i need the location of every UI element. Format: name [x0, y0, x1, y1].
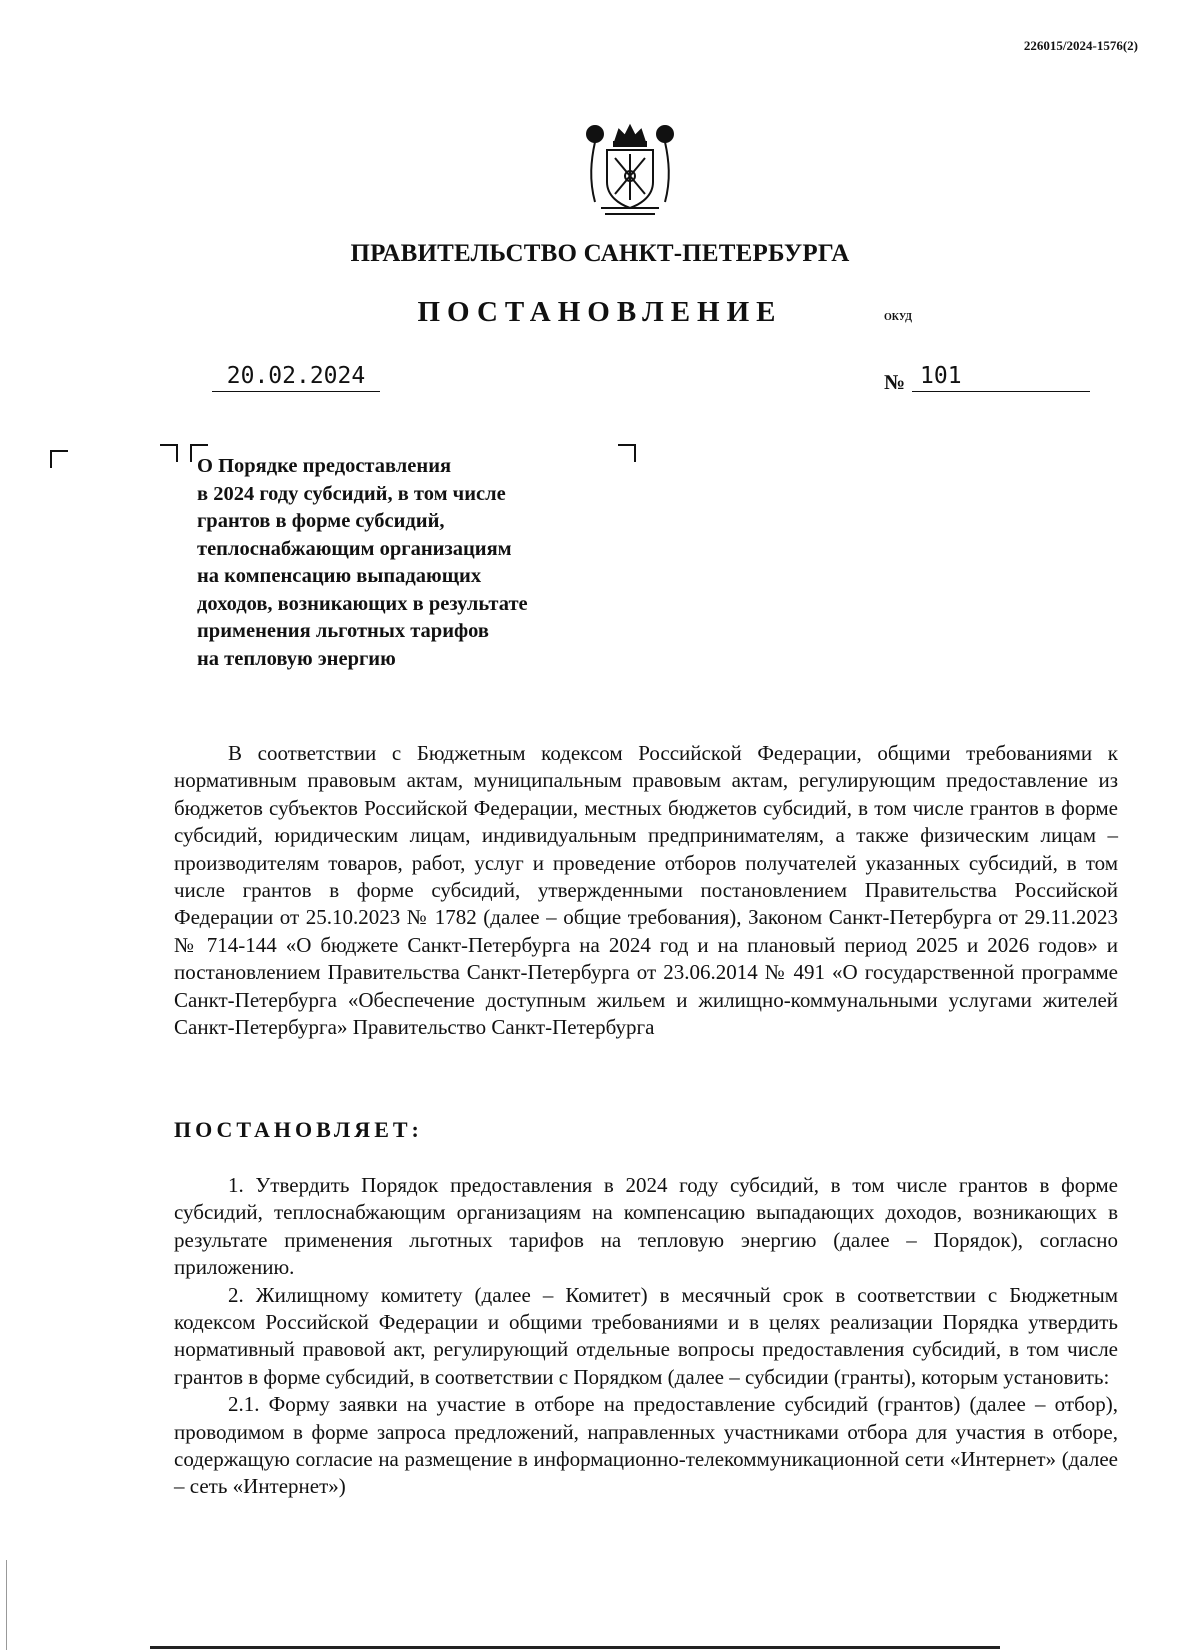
title-line: в 2024 году субсидий, в том числе — [197, 482, 506, 505]
resolution-items — [174, 1172, 1118, 1501]
resolution-item: 2. Жилищному комитету (далее – Комитет) в месячный срок в соответствии с Бюджетным кодексом Российской Федерации и общими требованиями и в целях реализации Порядка утвердить нормативный правовой акт, регулирующий отдельные вопросы предоставления субсидий, в том числе грантов в форме субсидий, в соответствии с Порядком (далее – субсидии (гранты), которым установить: — [174, 1282, 1118, 1389]
title-line: на тепловую энергию — [197, 647, 396, 670]
resolution-item: 2.1. Форму заявки на участие в отборе на предоставление субсидий (грантов) (далее – отбор), проводимом в форме запроса предложений, направленных участниками отбора для участия в отборе, содержащую согласие на размещение в информационно-телекоммуникационной сети «Интернет» (далее – сеть «Интернет») — [174, 1392, 1118, 1499]
resolution-item: 1. Утвердить Порядок предоставления в 2024 году субсидий, в том числе грантов в форме субсидий, теплоснабжающим организациям на компенсацию выпадающих доходов, возникающих в результате применения льготных тарифов на тепловую энергию (далее – Порядок), согласно приложению. — [174, 1173, 1118, 1280]
title-line: теплоснабжающим организациям — [197, 537, 512, 560]
corner-mark — [160, 444, 178, 462]
title-line: грантов в форме субсидий, — [197, 510, 445, 532]
preamble-paragraph: В соответствии с Бюджетным кодексом Российской Федерации, общими требованиями к нормативным правовым актам, муниципальным правовым актам, регулирующим предоставление из бюджетов субъектов Российской Федерации, местных бюджетов субсидий, в том числе грантов в форме субсидий, юридическим лицам, индивидуальным предпринимателям, а также физическим лицам – производителям товаров, работ, услуг и проведение отборов получателей указанных субсидий, в том числе грантов в форме субсидий, утвержденными постановлением Правительства Российской Федерации от 25.10.2023 № 1782 (далее – общие требования), Законом Санкт-Петербурга от 29.11.2023 № 714-144 «О бюджете Санкт-Петербурга на 2024 год и на плановый период 2025 и 2026 годов» и постановлением Правительства Санкт-Петербурга от 23.06.2014 № 491 «О государственной программе Санкт-Петербурга «Обеспечение доступным жильем и жилищно-коммунальными услугами жителей Санкт-Петербурга» Правительство Санкт-Петербурга — [174, 741, 1118, 1040]
document-type: ПОСТАНОВЛЕНИЕ — [417, 296, 783, 328]
title-line: доходов, возникающих в результате — [197, 592, 528, 615]
document-date: 20.02.2024 — [212, 363, 380, 392]
resolves-heading: ПОСТАНОВЛЯЕТ: — [174, 1117, 423, 1142]
title-line: О Порядке предоставления — [197, 455, 452, 477]
okud-label: ОКУД — [884, 312, 913, 323]
document-title — [197, 453, 637, 673]
scan-edge — [6, 1560, 7, 1650]
document-number: 101 — [912, 363, 1090, 392]
coat-of-arms-icon — [581, 120, 679, 220]
document-id: 226015/2024-1576(2) — [1023, 38, 1138, 53]
preamble — [174, 740, 1118, 1041]
scan-bottom-line — [150, 1646, 1000, 1649]
title-line: применения льготных тарифов — [197, 620, 489, 642]
authority-name: ПРАВИТЕЛЬСТВО САНКТ-ПЕТЕРБУРГА — [350, 240, 850, 267]
title-line: на компенсацию выпадающих — [197, 565, 482, 587]
corner-mark — [50, 450, 68, 468]
number-sign: № — [884, 370, 906, 394]
